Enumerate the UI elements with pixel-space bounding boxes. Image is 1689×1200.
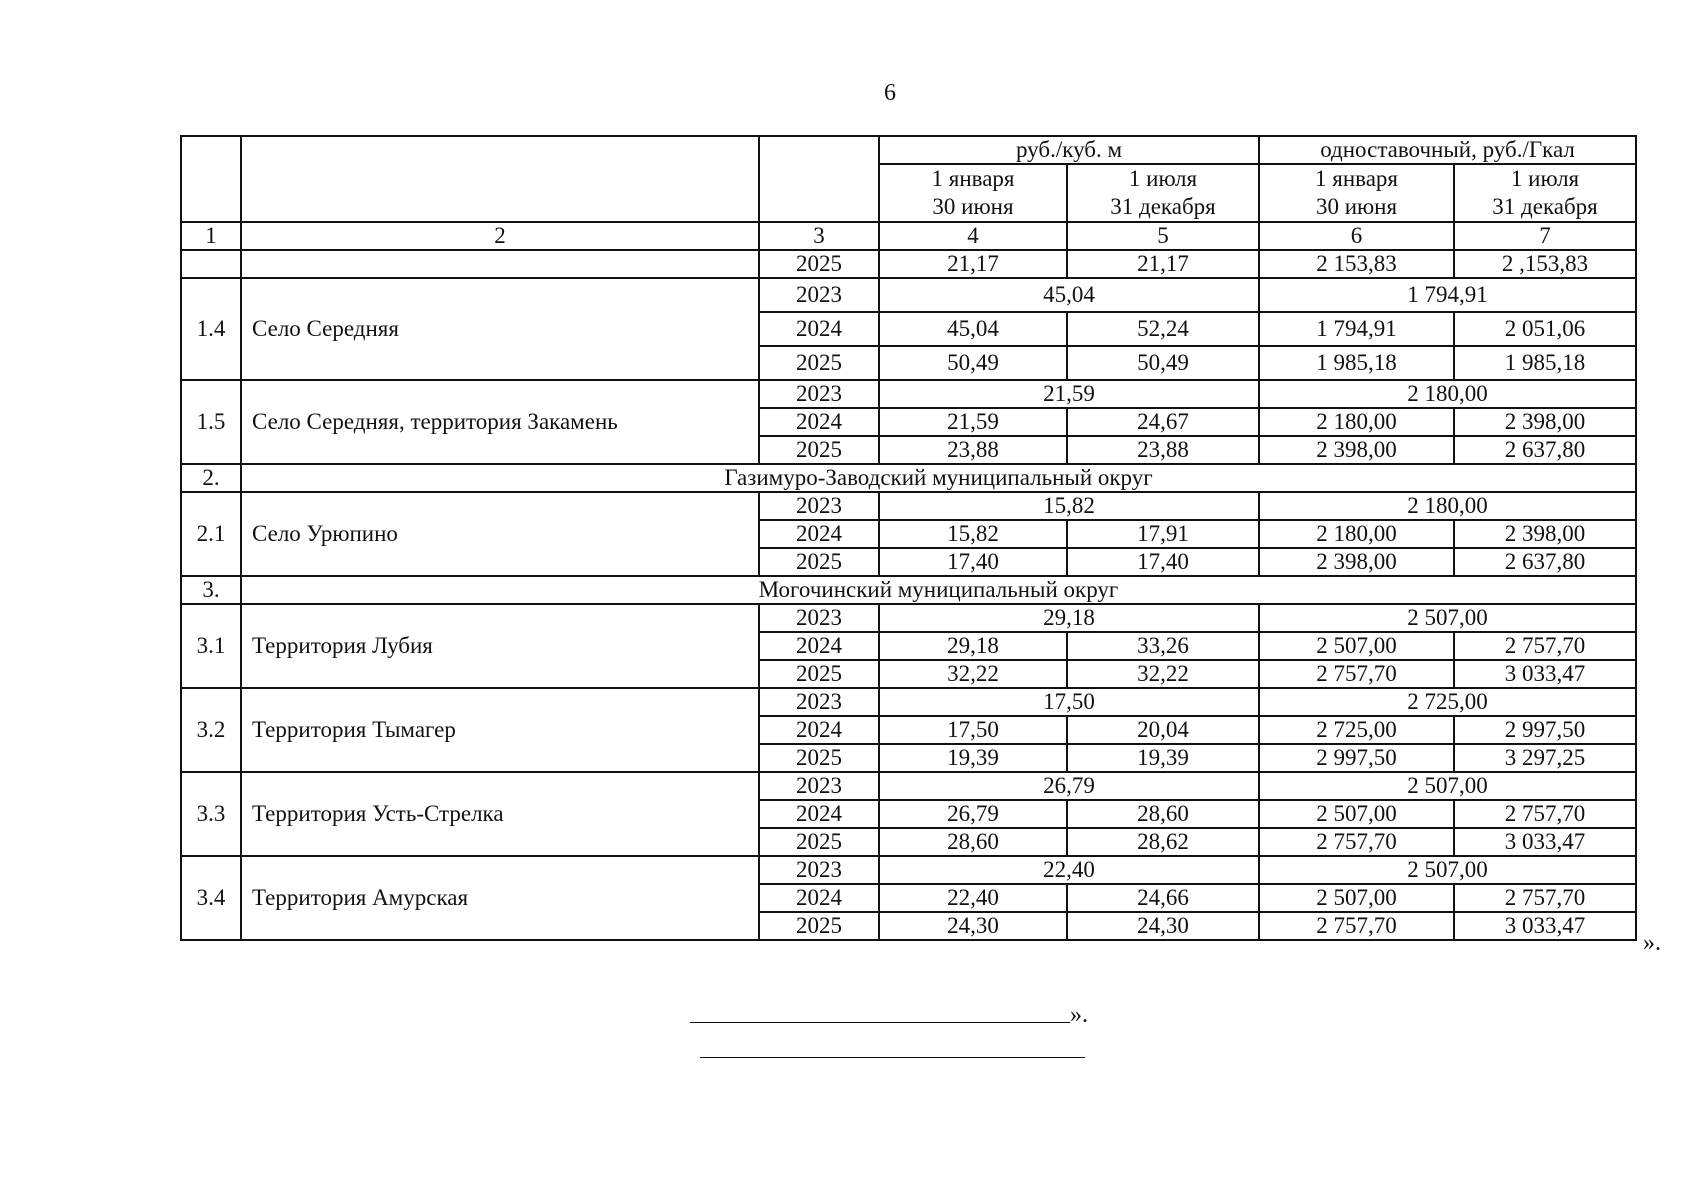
value-cell: 2 997,50	[1259, 744, 1454, 772]
header-period-3: 1 января 30 июня	[1259, 164, 1454, 222]
year-cell: 2024	[759, 312, 879, 346]
row-name: Село Середняя	[241, 278, 759, 380]
header-blank-num	[181, 136, 241, 222]
merged-heat-value: 2 507,00	[1259, 604, 1636, 632]
merged-heat-value: 2 725,00	[1259, 688, 1636, 716]
value-cell: 2 997,50	[1454, 716, 1636, 744]
value-cell: 2 757,70	[1259, 660, 1454, 688]
year-cell: 2025	[759, 250, 879, 278]
value-cell: 2 757,70	[1259, 912, 1454, 940]
signature-line	[690, 1022, 1070, 1023]
value-cell: 15,82	[879, 520, 1067, 548]
merged-heat-value: 2 180,00	[1259, 380, 1636, 408]
year-cell: 2023	[759, 604, 879, 632]
value-cell: 2 757,70	[1259, 828, 1454, 856]
value-cell: 32,22	[879, 660, 1067, 688]
column-number: 4	[879, 222, 1067, 250]
value-cell: 1 985,18	[1259, 346, 1454, 380]
row-number: 3.1	[181, 604, 241, 688]
header-group-row	[181, 136, 1636, 164]
header-group-heat: одноставочный, руб./Гкал	[1259, 136, 1636, 164]
value-cell: 28,60	[879, 828, 1067, 856]
year-cell: 2024	[759, 632, 879, 660]
year-cell: 2023	[759, 856, 879, 884]
signature-line-second	[700, 1057, 1085, 1058]
table-row	[181, 492, 1636, 520]
value-cell: 1 985,18	[1454, 346, 1636, 380]
value-cell: 19,39	[1067, 744, 1259, 772]
header-blank-year	[759, 136, 879, 222]
merged-water-value: 17,50	[879, 688, 1259, 716]
value-cell: 22,40	[879, 884, 1067, 912]
column-number: 2	[241, 222, 759, 250]
value-cell: 28,62	[1067, 828, 1259, 856]
value-cell: 17,50	[879, 716, 1067, 744]
header-period-2: 1 июля 31 декабря	[1067, 164, 1259, 222]
value-cell: 24,67	[1067, 408, 1259, 436]
row-name: Село Середняя, территория Закамень	[241, 380, 759, 464]
merged-heat-value: 2 507,00	[1259, 772, 1636, 800]
value-cell: 2 051,06	[1454, 312, 1636, 346]
value-cell: 1 794,91	[1259, 312, 1454, 346]
value-cell: 2 757,70	[1454, 800, 1636, 828]
value-cell: 2 507,00	[1259, 632, 1454, 660]
value-cell: 3 033,47	[1454, 912, 1636, 940]
value-cell: 28,60	[1067, 800, 1259, 828]
value-cell: 2 507,00	[1259, 800, 1454, 828]
tariff-table-body	[181, 136, 1636, 940]
year-cell: 2023	[759, 772, 879, 800]
table-close-quote: ».	[1643, 930, 1661, 956]
section-number: 2.	[181, 464, 241, 492]
year-cell: 2025	[759, 828, 879, 856]
value-cell: 2 398,00	[1454, 408, 1636, 436]
row-number: 1.4	[181, 278, 241, 380]
signature-close-quote: ».	[1070, 1002, 1088, 1028]
value-cell: 17,40	[1067, 548, 1259, 576]
year-cell: 2023	[759, 492, 879, 520]
table-row	[181, 380, 1636, 408]
column-number-row	[181, 222, 1636, 250]
merged-water-value: 29,18	[879, 604, 1259, 632]
value-cell: 2 180,00	[1259, 520, 1454, 548]
section-title: Могочинский муниципальный округ	[241, 576, 1636, 604]
row-number	[181, 250, 241, 278]
header-period-1: 1 января 30 июня	[879, 164, 1067, 222]
header-group-water: руб./куб. м	[879, 136, 1259, 164]
page-number: 6	[884, 80, 896, 106]
row-name: Село Урюпино	[241, 492, 759, 576]
row-name: Территория Лубия	[241, 604, 759, 688]
value-cell: 50,49	[879, 346, 1067, 380]
year-cell: 2024	[759, 520, 879, 548]
value-cell: 21,17	[879, 250, 1067, 278]
row-number: 3.4	[181, 856, 241, 940]
value-cell: 3 033,47	[1454, 660, 1636, 688]
value-cell: 2 637,80	[1454, 436, 1636, 464]
value-cell: 29,18	[879, 632, 1067, 660]
value-cell: 21,17	[1067, 250, 1259, 278]
column-number: 3	[759, 222, 879, 250]
table-row	[181, 278, 1636, 312]
value-cell: 50,49	[1067, 346, 1259, 380]
value-cell: 24,30	[879, 912, 1067, 940]
value-cell: 2 398,00	[1259, 548, 1454, 576]
value-cell: 19,39	[879, 744, 1067, 772]
header-period-4: 1 июля 31 декабря	[1454, 164, 1636, 222]
year-cell: 2023	[759, 688, 879, 716]
merged-heat-value: 2 180,00	[1259, 492, 1636, 520]
value-cell: 3 297,25	[1454, 744, 1636, 772]
year-cell: 2024	[759, 884, 879, 912]
value-cell: 2 398,00	[1454, 520, 1636, 548]
value-cell: 2 507,00	[1259, 884, 1454, 912]
row-name: Территория Усть-Стрелка	[241, 772, 759, 856]
value-cell: 45,04	[879, 312, 1067, 346]
merged-water-value: 22,40	[879, 856, 1259, 884]
year-cell: 2025	[759, 744, 879, 772]
section-row	[181, 576, 1636, 604]
value-cell: 24,30	[1067, 912, 1259, 940]
merged-water-value: 45,04	[879, 278, 1259, 312]
value-cell: 20,04	[1067, 716, 1259, 744]
value-cell: 3 033,47	[1454, 828, 1636, 856]
row-number: 2.1	[181, 492, 241, 576]
value-cell: 2 398,00	[1259, 436, 1454, 464]
value-cell: 21,59	[879, 408, 1067, 436]
table-row	[181, 604, 1636, 632]
value-cell: 2 725,00	[1259, 716, 1454, 744]
year-cell: 2024	[759, 408, 879, 436]
value-cell: 2 ,153,83	[1454, 250, 1636, 278]
year-cell: 2025	[759, 660, 879, 688]
column-number: 5	[1067, 222, 1259, 250]
year-cell: 2025	[759, 346, 879, 380]
column-number: 1	[181, 222, 241, 250]
year-cell: 2023	[759, 380, 879, 408]
table-row	[181, 856, 1636, 884]
row-number: 1.5	[181, 380, 241, 464]
table-row	[181, 772, 1636, 800]
merged-water-value: 15,82	[879, 492, 1259, 520]
year-cell: 2025	[759, 548, 879, 576]
value-cell: 17,91	[1067, 520, 1259, 548]
year-cell: 2024	[759, 716, 879, 744]
section-title: Газимуро-Заводский муниципальный округ	[241, 464, 1636, 492]
column-number: 6	[1259, 222, 1454, 250]
row-name: Территория Амурская	[241, 856, 759, 940]
header-blank-name	[241, 136, 759, 222]
column-number: 7	[1454, 222, 1636, 250]
year-cell: 2025	[759, 436, 879, 464]
year-cell: 2025	[759, 912, 879, 940]
value-cell: 32,22	[1067, 660, 1259, 688]
row-number: 3.2	[181, 688, 241, 772]
merged-water-value: 26,79	[879, 772, 1259, 800]
continuation-row	[181, 250, 1636, 278]
section-row	[181, 464, 1636, 492]
value-cell: 17,40	[879, 548, 1067, 576]
row-name	[241, 250, 759, 278]
value-cell: 33,26	[1067, 632, 1259, 660]
value-cell: 2 153,83	[1259, 250, 1454, 278]
value-cell: 2 180,00	[1259, 408, 1454, 436]
value-cell: 2 757,70	[1454, 884, 1636, 912]
year-cell: 2023	[759, 278, 879, 312]
value-cell: 26,79	[879, 800, 1067, 828]
row-number: 3.3	[181, 772, 241, 856]
merged-heat-value: 2 507,00	[1259, 856, 1636, 884]
merged-heat-value: 1 794,91	[1259, 278, 1636, 312]
section-number: 3.	[181, 576, 241, 604]
merged-water-value: 21,59	[879, 380, 1259, 408]
value-cell: 24,66	[1067, 884, 1259, 912]
value-cell: 2 637,80	[1454, 548, 1636, 576]
row-name: Территория Тымагер	[241, 688, 759, 772]
table-row	[181, 688, 1636, 716]
value-cell: 2 757,70	[1454, 632, 1636, 660]
value-cell: 23,88	[879, 436, 1067, 464]
value-cell: 52,24	[1067, 312, 1259, 346]
year-cell: 2024	[759, 800, 879, 828]
tariff-table	[180, 135, 1637, 941]
value-cell: 23,88	[1067, 436, 1259, 464]
